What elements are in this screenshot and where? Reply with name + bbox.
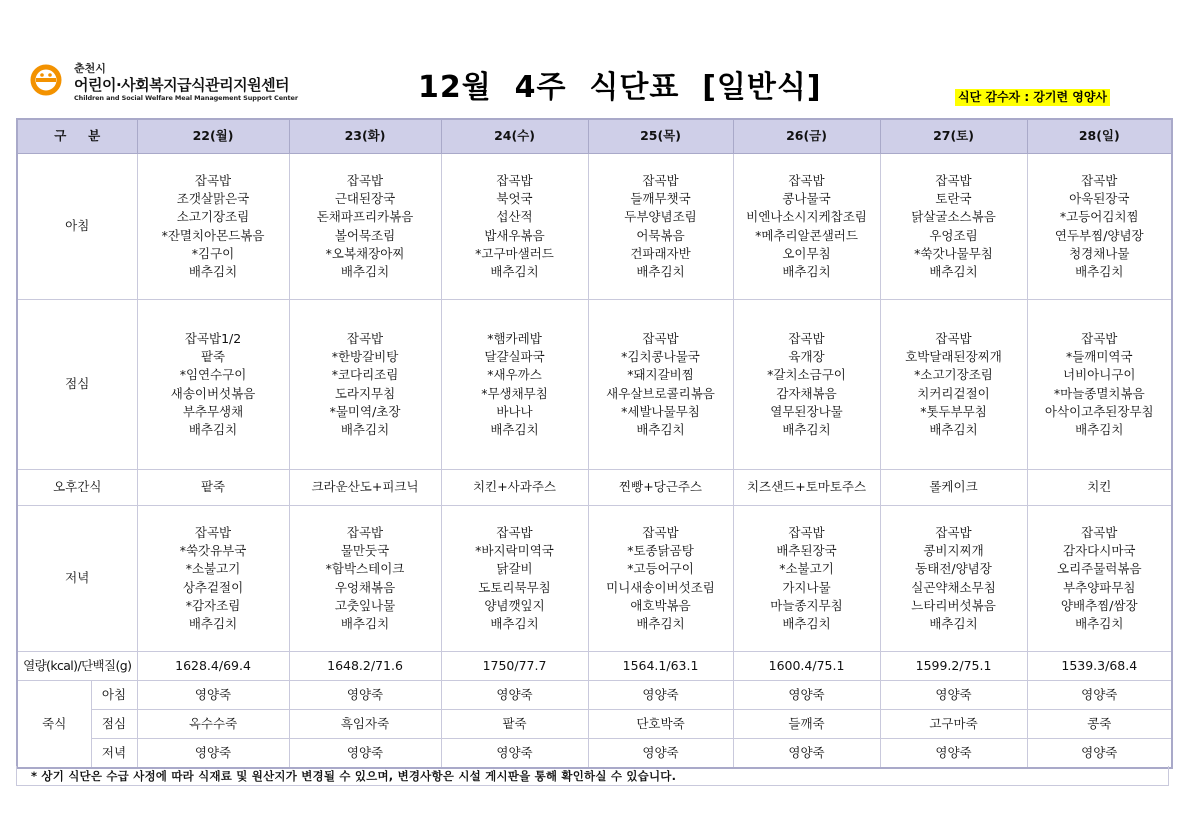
row-label-dinner: 저녁 <box>17 506 137 652</box>
dinner-cell <box>1027 506 1172 652</box>
row-label-porridge: 죽식 <box>17 681 91 768</box>
menu-item: 잡곡밥1/2 <box>184 330 242 346</box>
nutrition-cell: 1599.2/75.1 <box>880 652 1027 681</box>
menu-item: 배추김치 <box>636 263 685 279</box>
dinner-cell <box>880 506 1027 652</box>
menu-item: *소불고기 <box>779 561 834 577</box>
porridge-row <box>17 710 1172 739</box>
menu-item: 도토리묵무침 <box>478 579 551 595</box>
porridge-cell: 팥죽 <box>441 710 588 739</box>
page-header <box>0 0 1183 118</box>
menu-item: 배추김치 <box>636 421 685 437</box>
menu-item: 치커리겉절이 <box>917 385 990 401</box>
porridge-cell: 콩죽 <box>1027 710 1172 739</box>
menu-item: *돼지갈비찜 <box>627 367 694 383</box>
menu-item: 잡곡밥 <box>935 524 972 540</box>
menu-item: 잡곡밥 <box>642 172 679 188</box>
menu-item: 잡곡밥 <box>194 524 232 540</box>
menu-item: 배추김치 <box>636 615 685 631</box>
menu-item: 섭산적 <box>496 209 533 225</box>
org-city: 춘천시 <box>74 62 106 75</box>
nutrition-cell: 1750/77.7 <box>441 652 588 681</box>
lunch-cell <box>1027 300 1172 470</box>
menu-item: *고등어구이 <box>627 561 694 577</box>
lunch-cell <box>880 300 1027 470</box>
nutrition-cell: 1539.3/68.4 <box>1027 652 1172 681</box>
menu-item: 새송이버섯볶음 <box>170 385 256 401</box>
menu-item: 콩나물국 <box>782 191 831 207</box>
porridge-row <box>17 681 1172 710</box>
menu-item: 잡곡밥 <box>1081 524 1118 540</box>
menu-item: 동태전/양념장 <box>915 561 992 577</box>
menu-item: 배추김치 <box>340 263 390 279</box>
porridge-sublabel: 점심 <box>91 710 137 739</box>
menu-item: *소불고기 <box>185 561 241 577</box>
supervisor-badge: 식단 감수자 : 강기련 영양사 <box>955 89 1110 106</box>
breakfast-cell <box>441 154 588 300</box>
menu-item: 배추김치 <box>490 421 539 437</box>
menu-item: 아삭이고추된장무침 <box>1044 403 1154 419</box>
menu-item: 물만둣국 <box>340 543 390 559</box>
menu-item: 고춧잎나물 <box>334 597 396 613</box>
menu-item: 청경채나물 <box>1069 245 1130 261</box>
menu-item: *세발나물무침 <box>621 403 700 419</box>
menu-item: 아욱된장국 <box>1069 191 1130 207</box>
menu-item: 도라지무침 <box>334 385 396 401</box>
porridge-cell: 고구마죽 <box>880 710 1027 739</box>
menu-item: 근대된장국 <box>334 191 396 207</box>
menu-item: *김치콩나물국 <box>621 349 700 365</box>
menu-item: 건파래자반 <box>630 245 691 261</box>
menu-item: 배추김치 <box>188 263 238 279</box>
menu-item: 팥죽 <box>200 349 226 365</box>
menu-item: 잡곡밥 <box>935 172 972 188</box>
menu-item: 닭갈비 <box>496 561 533 577</box>
row-label-nutrition: 열량(kcal)/단백질(g) <box>17 652 137 681</box>
breakfast-cell <box>880 154 1027 300</box>
menu-item: 오리주물럭볶음 <box>1057 561 1142 577</box>
menu-item: 잡곡밥 <box>1081 330 1118 346</box>
menu-item: 상추겉절이 <box>182 579 244 595</box>
menu-item: 잡곡밥 <box>642 330 679 346</box>
porridge-cell: 영양죽 <box>1027 739 1172 768</box>
org-name-en: Children and Social Welfare Meal Management Support Center <box>74 94 298 102</box>
smiley-logo-icon <box>30 64 62 96</box>
menu-item: 토란국 <box>935 191 972 207</box>
menu-table <box>16 118 1173 769</box>
breakfast-cell <box>289 154 441 300</box>
table-header-row <box>17 119 1172 154</box>
day-header: 22(월) <box>137 119 289 154</box>
menu-item: 배추김치 <box>490 615 539 631</box>
row-label-lunch: 점심 <box>17 300 137 470</box>
porridge-row <box>17 739 1172 768</box>
menu-item: *오복채장아찌 <box>325 245 405 261</box>
menu-item: *코다리조림 <box>331 367 399 383</box>
porridge-cell: 영양죽 <box>137 739 289 768</box>
menu-item: 연두부찜/양념장 <box>1054 227 1144 243</box>
menu-item: *들깨미역국 <box>1065 349 1133 365</box>
porridge-sublabel: 저녁 <box>91 739 137 768</box>
menu-item: *새우까스 <box>487 367 542 383</box>
porridge-cell: 들깨죽 <box>733 710 880 739</box>
org-name: 어린이·사회복지급식관리지원센터 <box>74 76 290 94</box>
menu-item: 느타리버섯볶음 <box>911 597 996 613</box>
lunch-cell <box>441 300 588 470</box>
porridge-cell: 영양죽 <box>1027 681 1172 710</box>
menu-item: *무생채무침 <box>481 385 548 401</box>
snack-cell: 치킨+사과주스 <box>441 470 588 506</box>
menu-item: 잡곡밥 <box>788 524 825 540</box>
menu-item: 배추김치 <box>929 263 978 279</box>
breakfast-cell <box>588 154 733 300</box>
menu-item: *쑥갓나물무침 <box>914 245 993 261</box>
lunch-cell <box>588 300 733 470</box>
porridge-cell: 영양죽 <box>733 739 880 768</box>
menu-item: 잡곡밥 <box>642 524 679 540</box>
page-title: 12월 4주 식단표 [일반식] <box>418 70 822 105</box>
menu-item: 어묵볶음 <box>636 227 685 243</box>
menu-item: 밥새우볶음 <box>484 227 545 243</box>
menu-item: 애호박볶음 <box>630 597 691 613</box>
menu-item: 감자다시마국 <box>1063 543 1136 559</box>
menu-item: 배추김치 <box>929 421 978 437</box>
nutrition-cell: 1648.2/71.6 <box>289 652 441 681</box>
porridge-cell: 영양죽 <box>441 681 588 710</box>
row-label-snack: 오후간식 <box>17 470 137 506</box>
porridge-cell: 영양죽 <box>441 739 588 768</box>
breakfast-cell <box>137 154 289 300</box>
menu-item: *고등어김치찜 <box>1059 209 1139 225</box>
menu-item: *고구마샐러드 <box>475 245 554 261</box>
menu-item: 우엉조림 <box>929 227 978 243</box>
menu-item: *소고기장조림 <box>914 367 993 383</box>
menu-item: 양배추찜/쌈장 <box>1060 597 1138 613</box>
dinner-cell <box>733 506 880 652</box>
porridge-cell: 영양죽 <box>137 681 289 710</box>
menu-item: 양념깻잎지 <box>484 597 545 613</box>
menu-item: 부추양파무침 <box>1063 579 1136 595</box>
row-label-breakfast: 아침 <box>17 154 137 300</box>
snack-cell: 치킨 <box>1027 470 1172 506</box>
header-label: 구 분 <box>17 119 137 154</box>
menu-item: 배추김치 <box>188 615 238 631</box>
menu-item: *톳두부무침 <box>920 403 987 419</box>
menu-item: 잡곡밥 <box>935 330 972 346</box>
menu-item: 너비아니구이 <box>1063 367 1136 383</box>
dinner-cell <box>289 506 441 652</box>
menu-item: 조갯살맑은국 <box>176 191 250 207</box>
menu-item: 오이무침 <box>782 245 831 261</box>
menu-item: 소고기장조림 <box>176 209 250 225</box>
menu-item: *함박스테이크 <box>325 561 405 577</box>
menu-item: 북엇국 <box>496 191 533 207</box>
menu-item: 잡곡밥 <box>496 524 533 540</box>
porridge-cell: 단호박죽 <box>588 710 733 739</box>
breakfast-row <box>17 154 1172 300</box>
nutrition-cell: 1600.4/75.1 <box>733 652 880 681</box>
menu-item: 잡곡밥 <box>194 172 232 188</box>
menu-item: 새우살브로콜리볶음 <box>606 385 715 401</box>
footnote: * 상기 식단은 수급 사정에 따라 식재료 및 원산지가 변경될 수 있으며, 변경사항은 시설 게시판을 통해 확인하실 수 있습니다. <box>16 766 1169 786</box>
menu-item: 잡곡밥 <box>496 172 533 188</box>
nutrition-cell: 1628.4/69.4 <box>137 652 289 681</box>
snack-row <box>17 470 1172 506</box>
menu-item: 배추김치 <box>1075 421 1124 437</box>
snack-cell: 롤케이크 <box>880 470 1027 506</box>
menu-item: 우엉채볶음 <box>334 579 396 595</box>
menu-item: 돈채파프리카볶음 <box>316 209 414 225</box>
snack-cell: 치즈샌드+토마토주스 <box>733 470 880 506</box>
menu-item: 배추김치 <box>188 421 238 437</box>
menu-item: 바나나 <box>496 403 533 419</box>
menu-item: *감자조림 <box>185 597 241 613</box>
porridge-sublabel: 아침 <box>91 681 137 710</box>
menu-item: 배추김치 <box>1075 263 1124 279</box>
menu-item: 감자채볶음 <box>776 385 837 401</box>
lunch-cell <box>289 300 441 470</box>
menu-item: *마늘종멸치볶음 <box>1053 385 1145 401</box>
menu-item: *잔멸치아몬드볶음 <box>161 227 265 243</box>
menu-item: 마늘종지무침 <box>770 597 843 613</box>
menu-item: *바지락미역국 <box>475 543 554 559</box>
menu-item: *메추리알콘샐러드 <box>755 227 858 243</box>
nutrition-cell: 1564.1/63.1 <box>588 652 733 681</box>
breakfast-cell <box>1027 154 1172 300</box>
menu-item: 배추된장국 <box>776 543 837 559</box>
snack-cell: 팥죽 <box>137 470 289 506</box>
menu-item: *토종닭곰탕 <box>627 543 694 559</box>
menu-item: 비엔나소시지케찹조림 <box>746 209 867 225</box>
day-header: 24(수) <box>441 119 588 154</box>
menu-item: 배추김치 <box>782 263 831 279</box>
menu-item: 배추김치 <box>340 421 390 437</box>
dinner-cell <box>137 506 289 652</box>
menu-item: 닭살굴소스볶음 <box>911 209 996 225</box>
menu-item: 부추무생채 <box>182 403 244 419</box>
menu-item: 배추김치 <box>340 615 390 631</box>
menu-item: 잡곡밥 <box>346 524 384 540</box>
menu-item: 열무된장나물 <box>770 403 843 419</box>
porridge-cell: 영양죽 <box>733 681 880 710</box>
menu-item: 미니새송이버섯조림 <box>606 579 715 595</box>
day-header: 25(목) <box>588 119 733 154</box>
menu-item: 콩비지찌개 <box>923 543 984 559</box>
menu-item: 잡곡밥 <box>346 330 384 346</box>
menu-item: 배추김치 <box>1075 615 1124 631</box>
snack-cell: 크라운산도+피크닉 <box>289 470 441 506</box>
porridge-cell: 옥수수죽 <box>137 710 289 739</box>
porridge-cell: 영양죽 <box>880 739 1027 768</box>
breakfast-cell <box>733 154 880 300</box>
menu-item: 두부양념조림 <box>624 209 697 225</box>
porridge-cell: 영양죽 <box>588 739 733 768</box>
menu-item: 가지나물 <box>782 579 831 595</box>
dinner-cell <box>588 506 733 652</box>
day-header: 27(토) <box>880 119 1027 154</box>
menu-item: 육개장 <box>788 349 825 365</box>
menu-item: 달걀실파국 <box>484 349 545 365</box>
day-header: 26(금) <box>733 119 880 154</box>
menu-item: *김구이 <box>191 245 235 261</box>
day-header: 23(화) <box>289 119 441 154</box>
menu-item: 잡곡밥 <box>788 172 825 188</box>
menu-item: *한방갈비탕 <box>331 349 399 365</box>
menu-item: *임연수구이 <box>179 367 247 383</box>
menu-item: 잡곡밥 <box>346 172 384 188</box>
menu-item: 배추김치 <box>490 263 539 279</box>
lunch-row <box>17 300 1172 470</box>
porridge-cell: 영양죽 <box>289 681 441 710</box>
menu-item: *물미역/초장 <box>329 403 401 419</box>
porridge-cell: 영양죽 <box>289 739 441 768</box>
menu-item: 호박달래된장찌개 <box>905 349 1002 365</box>
menu-item: *쑥갓유부국 <box>179 543 247 559</box>
porridge-cell: 흑임자죽 <box>289 710 441 739</box>
lunch-cell <box>137 300 289 470</box>
dinner-row <box>17 506 1172 652</box>
snack-cell: 찐빵+당근주스 <box>588 470 733 506</box>
menu-item: 잡곡밥 <box>788 330 825 346</box>
menu-item: 볼어묵조림 <box>334 227 396 243</box>
org-logo <box>30 60 330 104</box>
menu-item: 배추김치 <box>782 421 831 437</box>
menu-item: 잡곡밥 <box>1081 172 1118 188</box>
porridge-cell: 영양죽 <box>588 681 733 710</box>
menu-item: *갈치소금구이 <box>767 367 846 383</box>
nutrition-row <box>17 652 1172 681</box>
day-header: 28(일) <box>1027 119 1172 154</box>
menu-item: 들깨무챗국 <box>630 191 691 207</box>
menu-item: 배추김치 <box>782 615 831 631</box>
menu-item: 실곤약채소무침 <box>911 579 996 595</box>
lunch-cell <box>733 300 880 470</box>
porridge-cell: 영양죽 <box>880 681 1027 710</box>
menu-item: *햄카레밥 <box>487 330 542 346</box>
dinner-cell <box>441 506 588 652</box>
menu-item: 배추김치 <box>929 615 978 631</box>
